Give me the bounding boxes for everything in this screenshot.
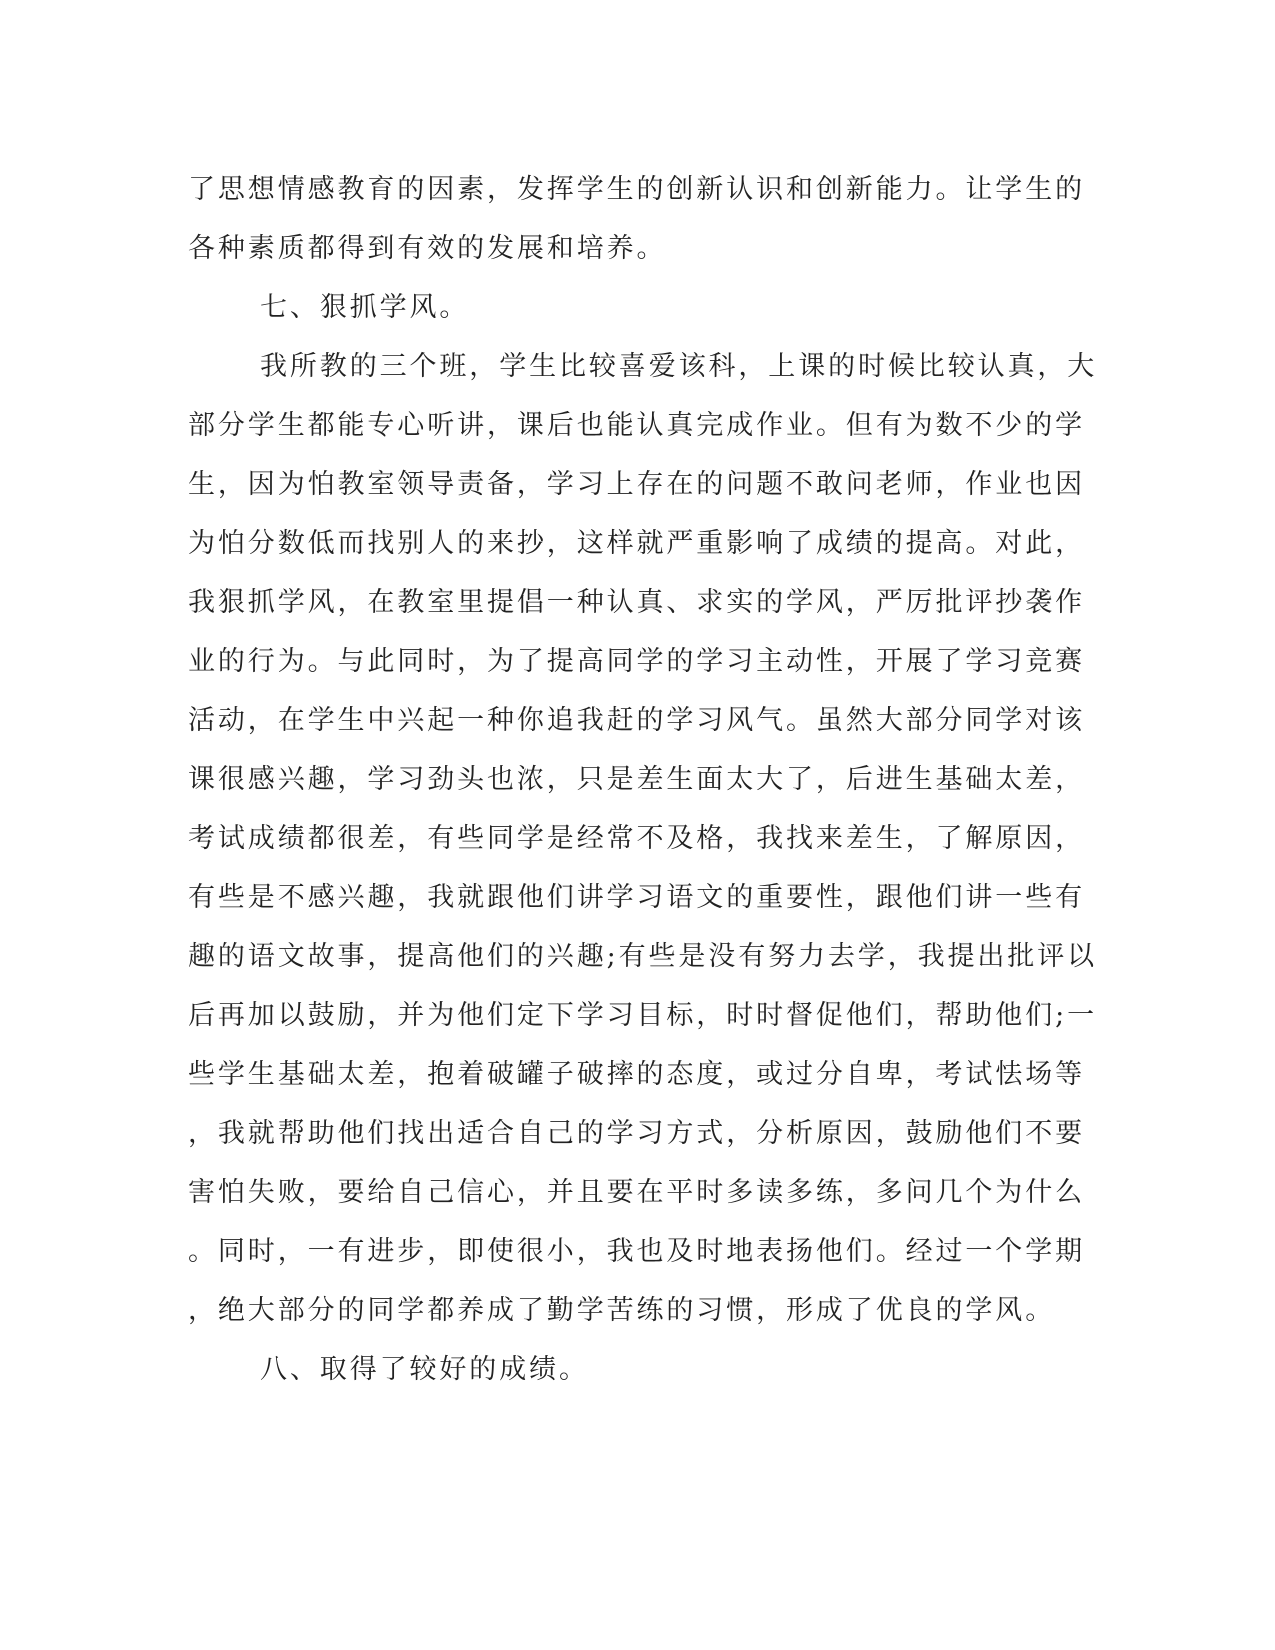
text-line: 为怕分数低而找别人的来抄，这样就严重影响了成绩的提高。对此， — [188, 528, 1085, 559]
text-line: 有些是不感兴趣，我就跟他们讲学习语文的重要性，跟他们讲一些有 — [188, 882, 1085, 913]
text-line: 后再加以鼓励，并为他们定下学习目标，时时督促他们，帮助他们;一 — [188, 1000, 1097, 1031]
text-line: 些学生基础太差，抱着破罐子破摔的态度，或过分自卑，考试怯场等 — [188, 1059, 1085, 1090]
document-body — [188, 160, 1098, 1399]
text-line: 业的行为。与此同时，为了提高同学的学习主动性，开展了学习竞赛 — [188, 646, 1085, 677]
text-line: ，绝大部分的同学都养成了勤学苦练的习惯，形成了优良的学风。 — [188, 1295, 1056, 1326]
text-line: 考试成绩都很差，有些同学是经常不及格，我找来差生，了解原因， — [188, 823, 1085, 854]
text-line: 。同时，一有进步，即使很小，我也及时地表扬他们。经过一个学期 — [188, 1236, 1085, 1267]
text-line: 趣的语文故事，提高他们的兴趣;有些是没有努力去学，我提出批评以 — [188, 941, 1097, 972]
text-line: 了思想情感教育的因素，发挥学生的创新认识和创新能力。让学生的 — [188, 174, 1085, 205]
section-heading-8: 八、取得了较好的成绩。 — [260, 1354, 589, 1385]
paragraph-start: 我所教的三个班，学生比较喜爱该科，上课的时候比较认真，大 — [260, 351, 1098, 382]
text-line: ，我就帮助他们找出适合自己的学习方式，分析原因，鼓励他们不要 — [188, 1118, 1085, 1149]
text-line: 活动，在学生中兴起一种你追我赶的学习风气。虽然大部分同学对该 — [188, 705, 1085, 736]
text-line: 各种素质都得到有效的发展和培养。 — [188, 233, 667, 264]
text-line: 生，因为怕教室领导责备，学习上存在的问题不敢问老师，作业也因 — [188, 469, 1085, 500]
text-line: 我狠抓学风，在教室里提倡一种认真、求实的学风，严厉批评抄袭作 — [188, 587, 1085, 618]
text-line: 课很感兴趣，学习劲头也浓，只是差生面太大了，后进生基础太差， — [188, 764, 1085, 795]
text-line: 害怕失败，要给自己信心，并且要在平时多读多练，多问几个为什么 — [188, 1177, 1085, 1208]
section-heading-7: 七、狠抓学风。 — [260, 292, 470, 323]
text-line: 部分学生都能专心听讲，课后也能认真完成作业。但有为数不少的学 — [188, 410, 1085, 441]
